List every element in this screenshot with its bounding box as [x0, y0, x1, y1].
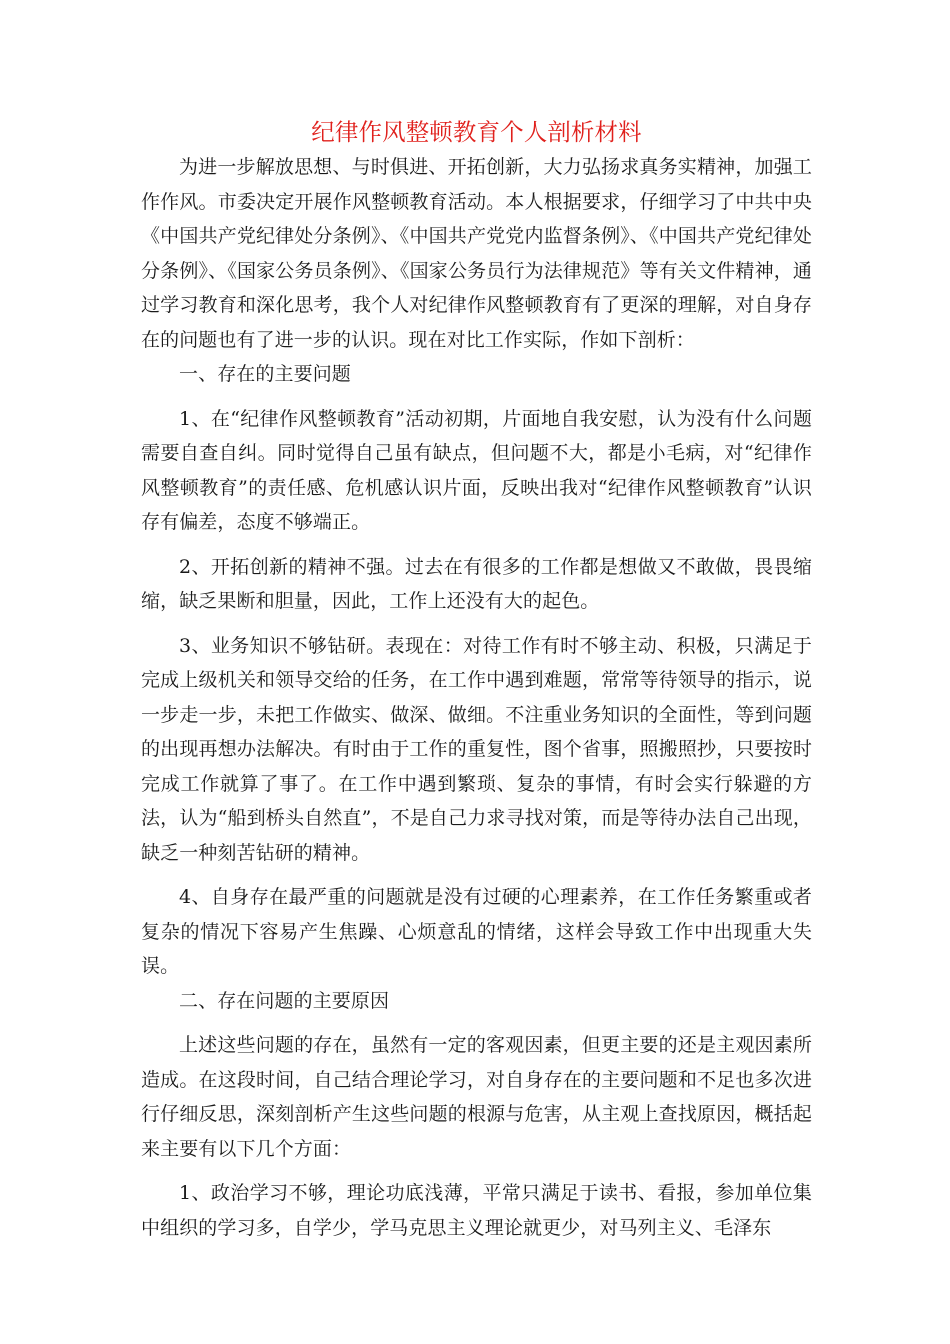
document-title: 纪律作风整顿教育个人剖析材料 — [311, 118, 642, 146]
problem-item-2: 2、开拓创新的精神不强。过去在有很多的工作都是想做又不敢做，畏畏缩缩，缺乏果断和胆量，因此，工作上还没有大的起色。 — [141, 555, 812, 612]
problem-item-1: 1、在“纪律作风整顿教育”活动初期，片面地自我安慰，认为没有什么问题需要自查自纠。同时觉得自己虽有缺点，但问题不大，都是小毛病，对“纪律作风整顿教育”的责任感、危机感认识片面，反映出我对“纪律作风整顿教育”认识存有偏差，态度不够端正。 — [141, 407, 812, 533]
intro-paragraph: 为进一步解放思想、与时俱进、开拓创新，大力弘扬求真务实精神，加强工作作风。市委决定开展作风整顿教育活动。本人根据要求，仔细学习了中共中央《中国共产党纪律处分条例》、《中国共产党党内监督条例》、《中国共产党纪律处分条例》、《国家公务员条例》、《国家公务员行为法律规范》等有关文件精神，通过学习教育和深化思考，我个人对纪律作风整顿教育有了更深的理解，对自身存在的问题也有了进一步的认识。现在对比工作实际，作如下剖析： — [141, 156, 812, 351]
problem-item-4: 4、自身存在最严重的问题就是没有过硬的心理素养，在工作任务繁重或者复杂的情况下容易产生焦躁、心烦意乱的情绪，这样会导致工作中出现重大失误。 — [141, 886, 812, 977]
causes-intro-paragraph: 上述这些问题的存在，虽然有一定的客观因素，但更主要的还是主观因素所造成。在这段时间，自己结合理论学习，对自身存在的主要问题和不足也多次进行仔细反思，深刻剖析产生这些问题的根源与危害，从主观上查找原因，概括起来主要有以下几个方面： — [141, 1034, 812, 1160]
section-heading-problems: 一、存在的主要问题 — [179, 363, 351, 385]
document-body — [141, 114, 812, 1245]
problem-item-3: 3、业务知识不够钻研。表现在：对待工作有时不够主动、积极，只满足于完成上级机关和领导交给的任务，在工作中遇到难题，常常等待领导的指示，说一步走一步，未把工作做实、做深、做细。不注重业务知识的全面性，等到问题的出现再想办法解决。有时由于工作的重复性，图个省事，照搬照抄，只要按时完成工作就算了事了。在工作中遇到繁琐、复杂的事情，有时会实行躲避的方法，认为“船到桥头自然直”，不是自己力求寻找对策，而是等待办法自己出现，缺乏一种刻苦钻研的精神。 — [141, 634, 812, 864]
section-heading-causes: 二、存在问题的主要原因 — [179, 989, 390, 1012]
cause-item-1: 1、政治学习不够，理论功底浅薄，平常只满足于读书、看报，参加单位集中组织的学习多，自学少，学马克思主义理论就更少，对马列主义、毛泽东 — [141, 1182, 812, 1239]
